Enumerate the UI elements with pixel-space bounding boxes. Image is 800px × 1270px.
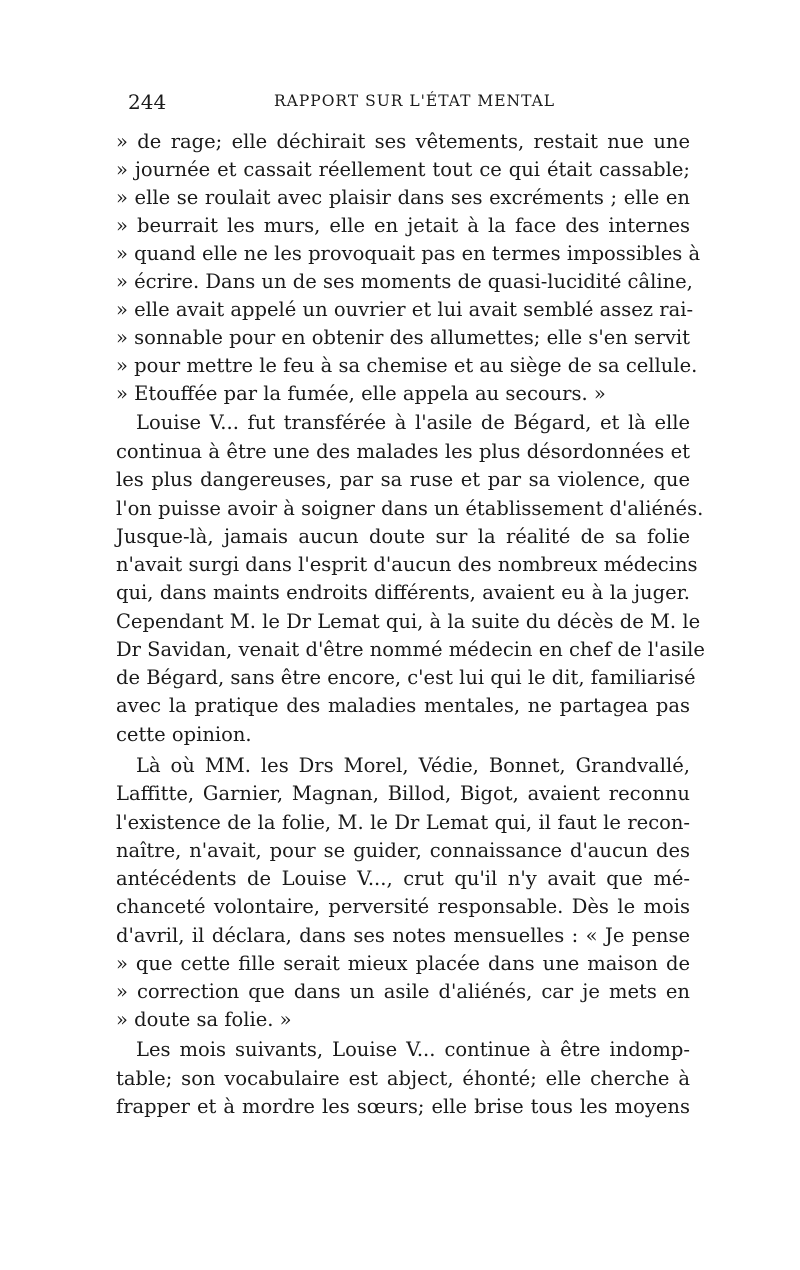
text-line: avec la pratique des maladies mentales, ne partagea pas xyxy=(116,694,690,717)
text-line: » quand elle ne les provoquait pas en termes impossibles à xyxy=(116,242,701,265)
text-line: les plus dangereuses, par sa ruse et par sa violence, que xyxy=(116,468,690,491)
text-line: Jusque-là, jamais aucun doute sur la réalité de sa folie xyxy=(116,525,690,548)
text-line: » doute sa folie. » xyxy=(116,1008,292,1031)
text-line: » Etouffée par la fumée, elle appela au secours. » xyxy=(116,382,606,405)
text-line: Dr Savidan, venait d'être nommé médecin en chef de l'asile xyxy=(116,638,705,661)
text-line: l'on puisse avoir à soigner dans un établissement d'aliénés. xyxy=(116,497,704,520)
text-line: » elle se roulait avec plaisir dans ses excréments ; elle en xyxy=(116,186,690,209)
text-line: » elle avait appelé un ouvrier et lui avait semblé assez rai- xyxy=(116,298,694,321)
text-line: cette opinion. xyxy=(116,723,252,746)
text-line: » que cette fille serait mieux placée dans une maison de xyxy=(116,952,690,975)
text-line: » sonnable pour en obtenir des allumettes; elle s'en servit xyxy=(116,326,690,349)
page-header xyxy=(128,90,688,120)
text-line: antécédents de Louise V..., crut qu'il n'y avait que mé- xyxy=(116,867,690,890)
text-line: » de rage; elle déchirait ses vêtements, restait nue une xyxy=(116,130,690,153)
page-number: 244 xyxy=(128,90,167,114)
text-line: » pour mettre le feu à sa chemise et au siège de sa cellule. xyxy=(116,354,698,377)
text-line: » journée et cassait réellement tout ce qui était cassable; xyxy=(116,158,690,181)
text-line: Cependant M. le Dr Lemat qui, à la suite du décès de M. le xyxy=(116,610,701,633)
paragraph-start: Les mois suivants, Louise V... continue à être indomp- xyxy=(136,1038,690,1061)
running-title: RAPPORT SUR L'ÉTAT MENTAL xyxy=(274,92,556,110)
text-line: chanceté volontaire, perversité responsable. Dès le mois xyxy=(116,895,690,918)
text-line: qui, dans maints endroits différents, avaient eu à la juger. xyxy=(116,581,690,604)
paragraph-start: Là où MM. les Drs Morel, Védie, Bonnet, Grandvallé, xyxy=(136,754,690,777)
text-line: naître, n'avait, pour se guider, connaissance d'aucun des xyxy=(116,839,690,862)
text-line: d'avril, il déclara, dans ses notes mensuelles : « Je pense xyxy=(116,924,690,947)
paragraph-start: Louise V... fut transférée à l'asile de Bégard, et là elle xyxy=(136,411,690,434)
text-line: » écrire. Dans un de ses moments de quasi-lucidité câline, xyxy=(116,270,693,293)
text-line: » beurrait les murs, elle en jetait à la face des internes xyxy=(116,214,690,237)
text-line: table; son vocabulaire est abject, éhonté; elle cherche à xyxy=(116,1067,690,1090)
text-line: frapper et à mordre les sœurs; elle brise tous les moyens xyxy=(116,1095,690,1118)
text-line: l'existence de la folie, M. le Dr Lemat qui, il faut le recon- xyxy=(116,811,690,834)
text-line: de Bégard, sans être encore, c'est lui qui le dit, familiarisé xyxy=(116,666,696,689)
text-line: continua à être une des malades les plus désordonnées et xyxy=(116,440,690,463)
text-line: » correction que dans un asile d'aliénés, car je mets en xyxy=(116,980,690,1003)
text-line: Laffitte, Garnier, Magnan, Billod, Bigot, avaient reconnu xyxy=(116,782,690,805)
text-line: n'avait surgi dans l'esprit d'aucun des nombreux médecins xyxy=(116,553,698,576)
